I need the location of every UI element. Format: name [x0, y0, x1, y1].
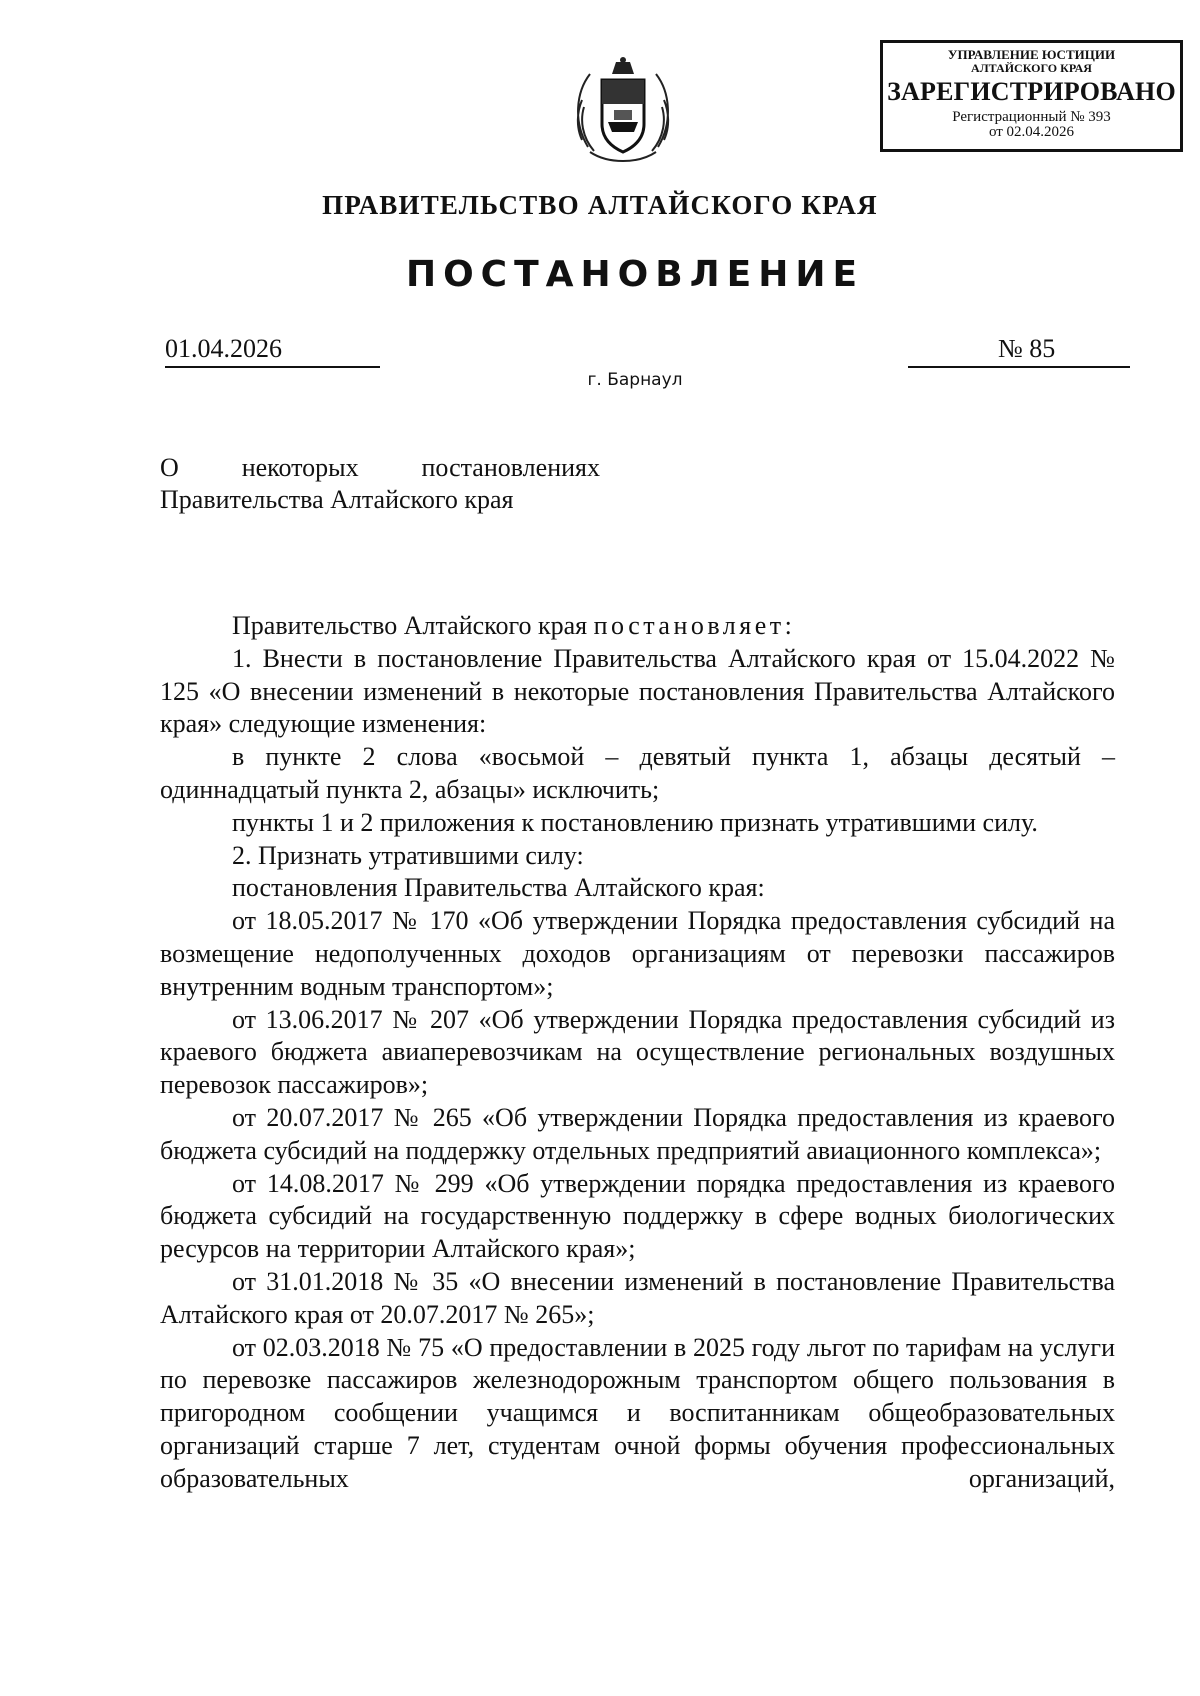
repealed-item: от 14.08.2017 № 299 «Об утверждении порядка предоставления из краевого бюджета субсидий на государственную поддержку в сфере водных биологических ресурсов на территории Алтайского края»;	[160, 1168, 1115, 1264]
document-date	[165, 334, 380, 368]
repealed-item: от 31.01.2018 № 35 «О внесении изменений в постановление Правительства Алтайского края от 20.07.2017 № 265»;	[160, 1266, 1115, 1329]
repealed-item: от 13.06.2017 № 207 «Об утверждении Порядка предоставления субсидий из краевого бюджета авиаперевозчикам на осуществление региональных воздушных перевозок пассажиров»;	[160, 1004, 1115, 1100]
paragraph-1-change-a: в пункте 2 слова «восьмой – девятый пункта 1, абзацы десятый – одиннадцатый пункта 2, абзацы» исключить;	[160, 742, 1115, 804]
stamp-agency-line-1: УПРАВЛЕНИЕ ЮСТИЦИИ	[947, 47, 1116, 62]
repealed-item: от 18.05.2017 № 170 «Об утверждении Порядка предоставления субсидий на возмещение недополученных доходов организациям от перевозки пассажиров внутренним водным транспортом»;	[160, 906, 1115, 1001]
repealed-item: от 02.03.2018 № 75 «О предоставлении в 2025 году льгот по тарифам на услуги по перевозке пассажиров железнодорожным транспортом общего пользования в пригородном сообщении учащимся и воспитанникам общеобразовательных организаций старше 7 лет, студентам очной формы обучения профессиональных образовательных организаций,	[160, 1332, 1115, 1493]
document-date-value: 01.04.2026	[165, 334, 282, 363]
intro-text: Правительство Алтайского края	[232, 611, 588, 640]
intro-verb: постановляет:	[593, 611, 796, 640]
paragraph-2: 2. Признать утратившими силу:	[232, 840, 584, 870]
intro-paragraph	[160, 610, 1115, 643]
stamp-reg-date: от 02.04.2026	[988, 124, 1075, 141]
city: г. Барнаул	[587, 370, 683, 390]
subject-line-1: О некоторых постановлениях	[160, 453, 600, 482]
document-number	[908, 334, 1130, 368]
document-type: ПОСТАНОВЛЕНИЕ	[405, 254, 865, 295]
document-subject	[160, 452, 600, 516]
stamp-agency-line-2: АЛТАЙСКОГО КРАЯ	[971, 60, 1092, 75]
stamp-status: ЗАРЕГИСТРИРОВАНО	[887, 77, 1176, 107]
paragraph-1-change-b: пункты 1 и 2 приложения к постановлению признать утратившими силу.	[232, 807, 1038, 837]
paragraph-1: 1. Внести в постановление Правительства Алтайского края от 15.04.2022 № 125 «О внесении изменений в некоторые постановления Правительства Алтайского края» следующие изменения:	[160, 643, 1115, 739]
registration-stamp	[880, 40, 1183, 152]
coat-of-arms-icon	[568, 52, 678, 172]
stamp-reg-number: Регистрационный № 393	[952, 108, 1111, 125]
paragraph-2-heading: постановления Правительства Алтайского края:	[232, 873, 765, 903]
subject-line-2: Правительства Алтайского края	[160, 485, 514, 514]
organization-title: ПРАВИТЕЛЬСТВО АЛТАЙСКОГО КРАЯ	[322, 190, 878, 220]
document-number-value: № 85	[998, 334, 1056, 363]
document-body	[160, 610, 1115, 1496]
repealed-item: от 20.07.2017 № 265 «Об утверждении Порядка предоставления из краевого бюджета субсидий на поддержку отдельных предприятий авиационного комплекса»;	[160, 1102, 1115, 1165]
